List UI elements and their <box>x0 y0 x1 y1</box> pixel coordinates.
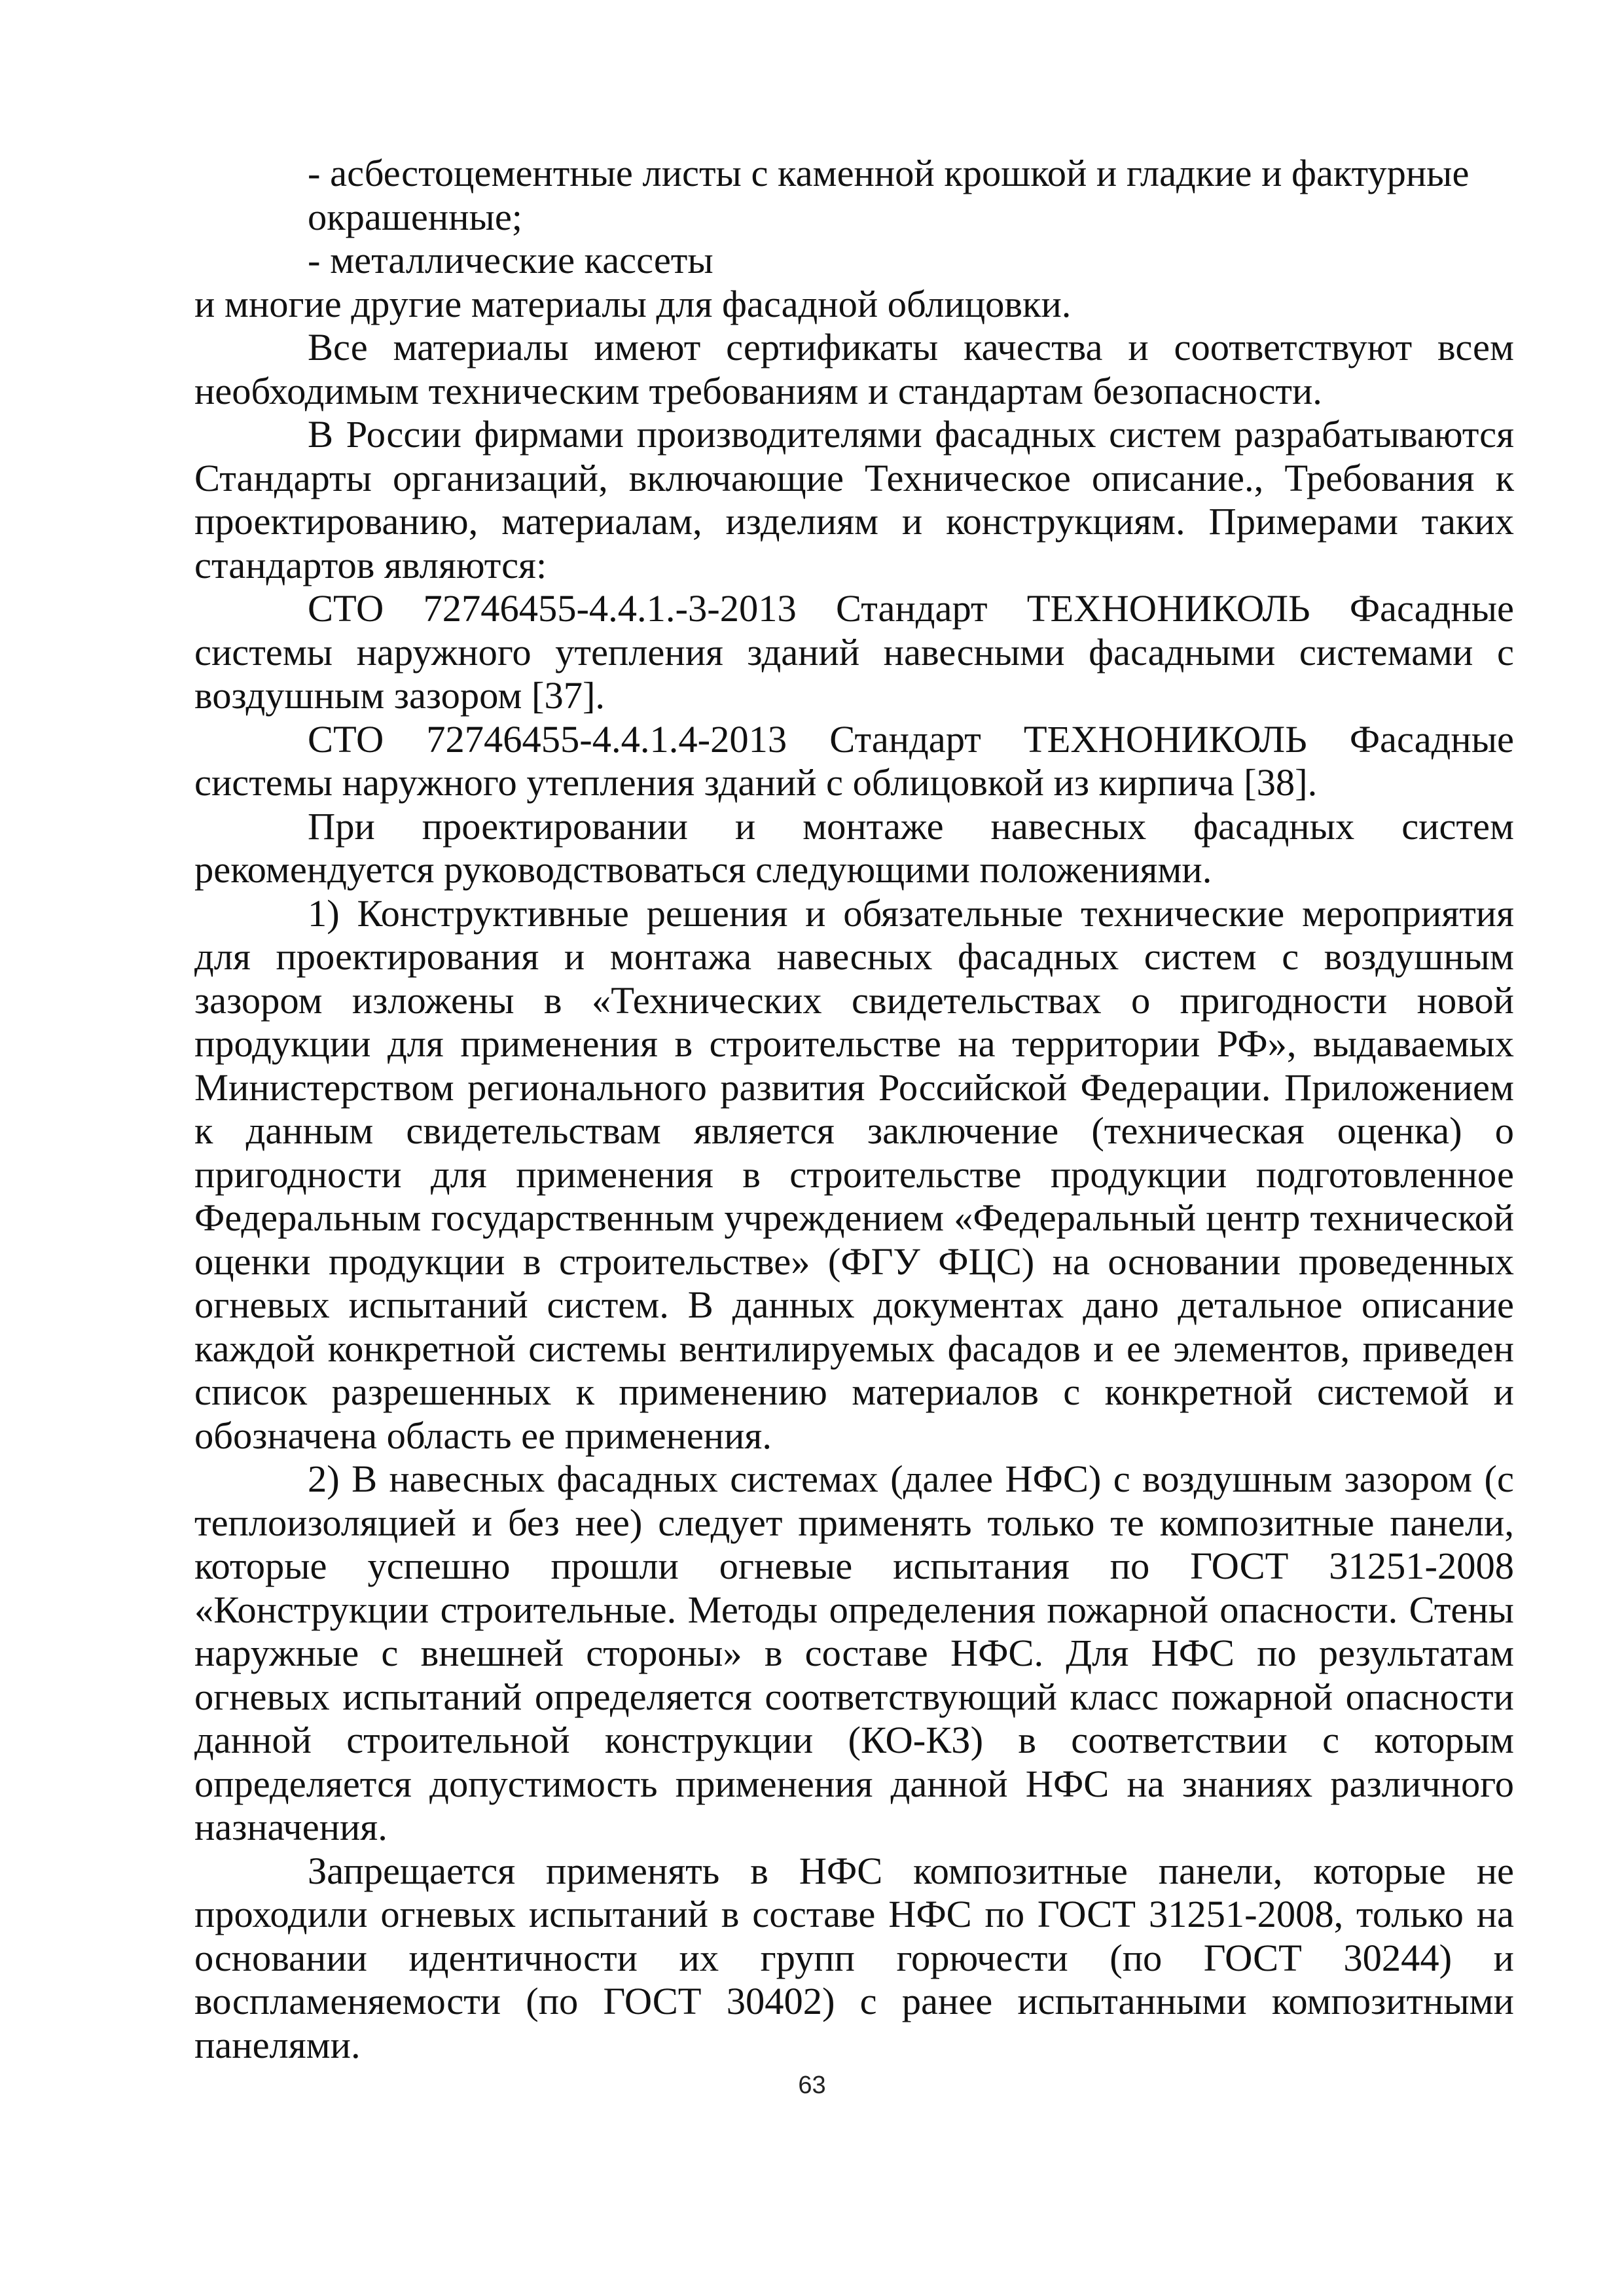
paragraph-item-1: 1) Конструктивные решения и обязательные технические мероприятия для проектирования и монтажа навесных фасадных систем с воздушным зазором изложены в «Технических свидетельствах о пригодности новой продукции для применения в строительстве на территории РФ», выдаваемых Министерством регионального развития Российской Федерации. Приложением к данным свидетельствам является заключение (техническая оценка) о пригодности для применения в строительстве продукции подготовленное Федеральным государственным учреждением «Федеральный центр технической оценки продукции в строительстве» (ФГУ ФЦС) на основании проведенных огневых испытаний систем. В данных документах дано детальное описание каждой конкретной системы вентилируемых фасадов и ее элементов, приведен список разрешенных к применению материалов с конкретной системой и обозначена область ее применения. <box>194 891 1514 1457</box>
paragraph-design-guidance: При проектировании и монтаже навесных фасадных систем рекомендуется руководствоваться следующими положениями. <box>194 804 1514 891</box>
paragraph-item-2: 2) В навесных фасадных системах (далее НФС) с воздушным зазором (с теплоизоляцией и без нее) следует применять только те композитные панели, которые успешно прошли огневые испытания по ГОСТ 31251-2008 «Конструкции строительные. Методы определения пожарной опасности. Стены наружные с внешней стороны» в составе НФС. Для НФС по результатам огневых испытаний определяется соответствующий класс пожарной опасности данной строительной конструкции (КО-КЗ) в соответствии с которым определяется допустимость применения данной НФС на знаниях различного назначения. <box>194 1458 1514 1848</box>
paragraph-sto-38: СТО 72746455-4.4.1.4-2013 Стандарт ТЕХНОНИКОЛЬ Фасадные системы наружного утепления зданий с облицовкой из кирпича [38]. <box>194 717 1514 804</box>
page-number: 63 <box>798 2072 826 2099</box>
list-item-asbestos-sheets: - асбестоцементные листы с каменной крошкой и гладкие и фактурные окрашенные; <box>308 152 1470 238</box>
paragraph-russian-standards: В России фирмами производителями фасадных систем разрабатываются Стандарты организаций, включающие Техническое описание., Требования к проектированию, материалам, изделиям и конструкциям. Примерами таких стандартов являются: <box>194 413 1514 586</box>
paragraph-other-materials: и многие другие материалы для фасадной облицовки. <box>194 282 1072 325</box>
body-text <box>194 152 1514 2067</box>
list-item-metal-cassettes: - металлические кассеты <box>308 239 713 281</box>
paragraph-certificates: Все материалы имеют сертификаты качества и соответствуют всем необходимым техническим требованиям и стандартам безопасности. <box>194 326 1514 412</box>
paragraph-sto-37: СТО 72746455-4.4.1.-3-2013 Стандарт ТЕХНОНИКОЛЬ Фасадные системы наружного утепления зданий навесными фасадными системами с воздушным зазором [37]. <box>194 587 1514 717</box>
paragraph-prohibition: Запрещается применять в НФС композитные панели, которые не проходили огневых испытаний в составе НФС по ГОСТ 31251-2008, только на основании идентичности их групп горючести (по ГОСТ 30244) и воспламеняемости (по ГОСТ 30402) с ранее испытанными композитными панелями. <box>194 1849 1514 2066</box>
